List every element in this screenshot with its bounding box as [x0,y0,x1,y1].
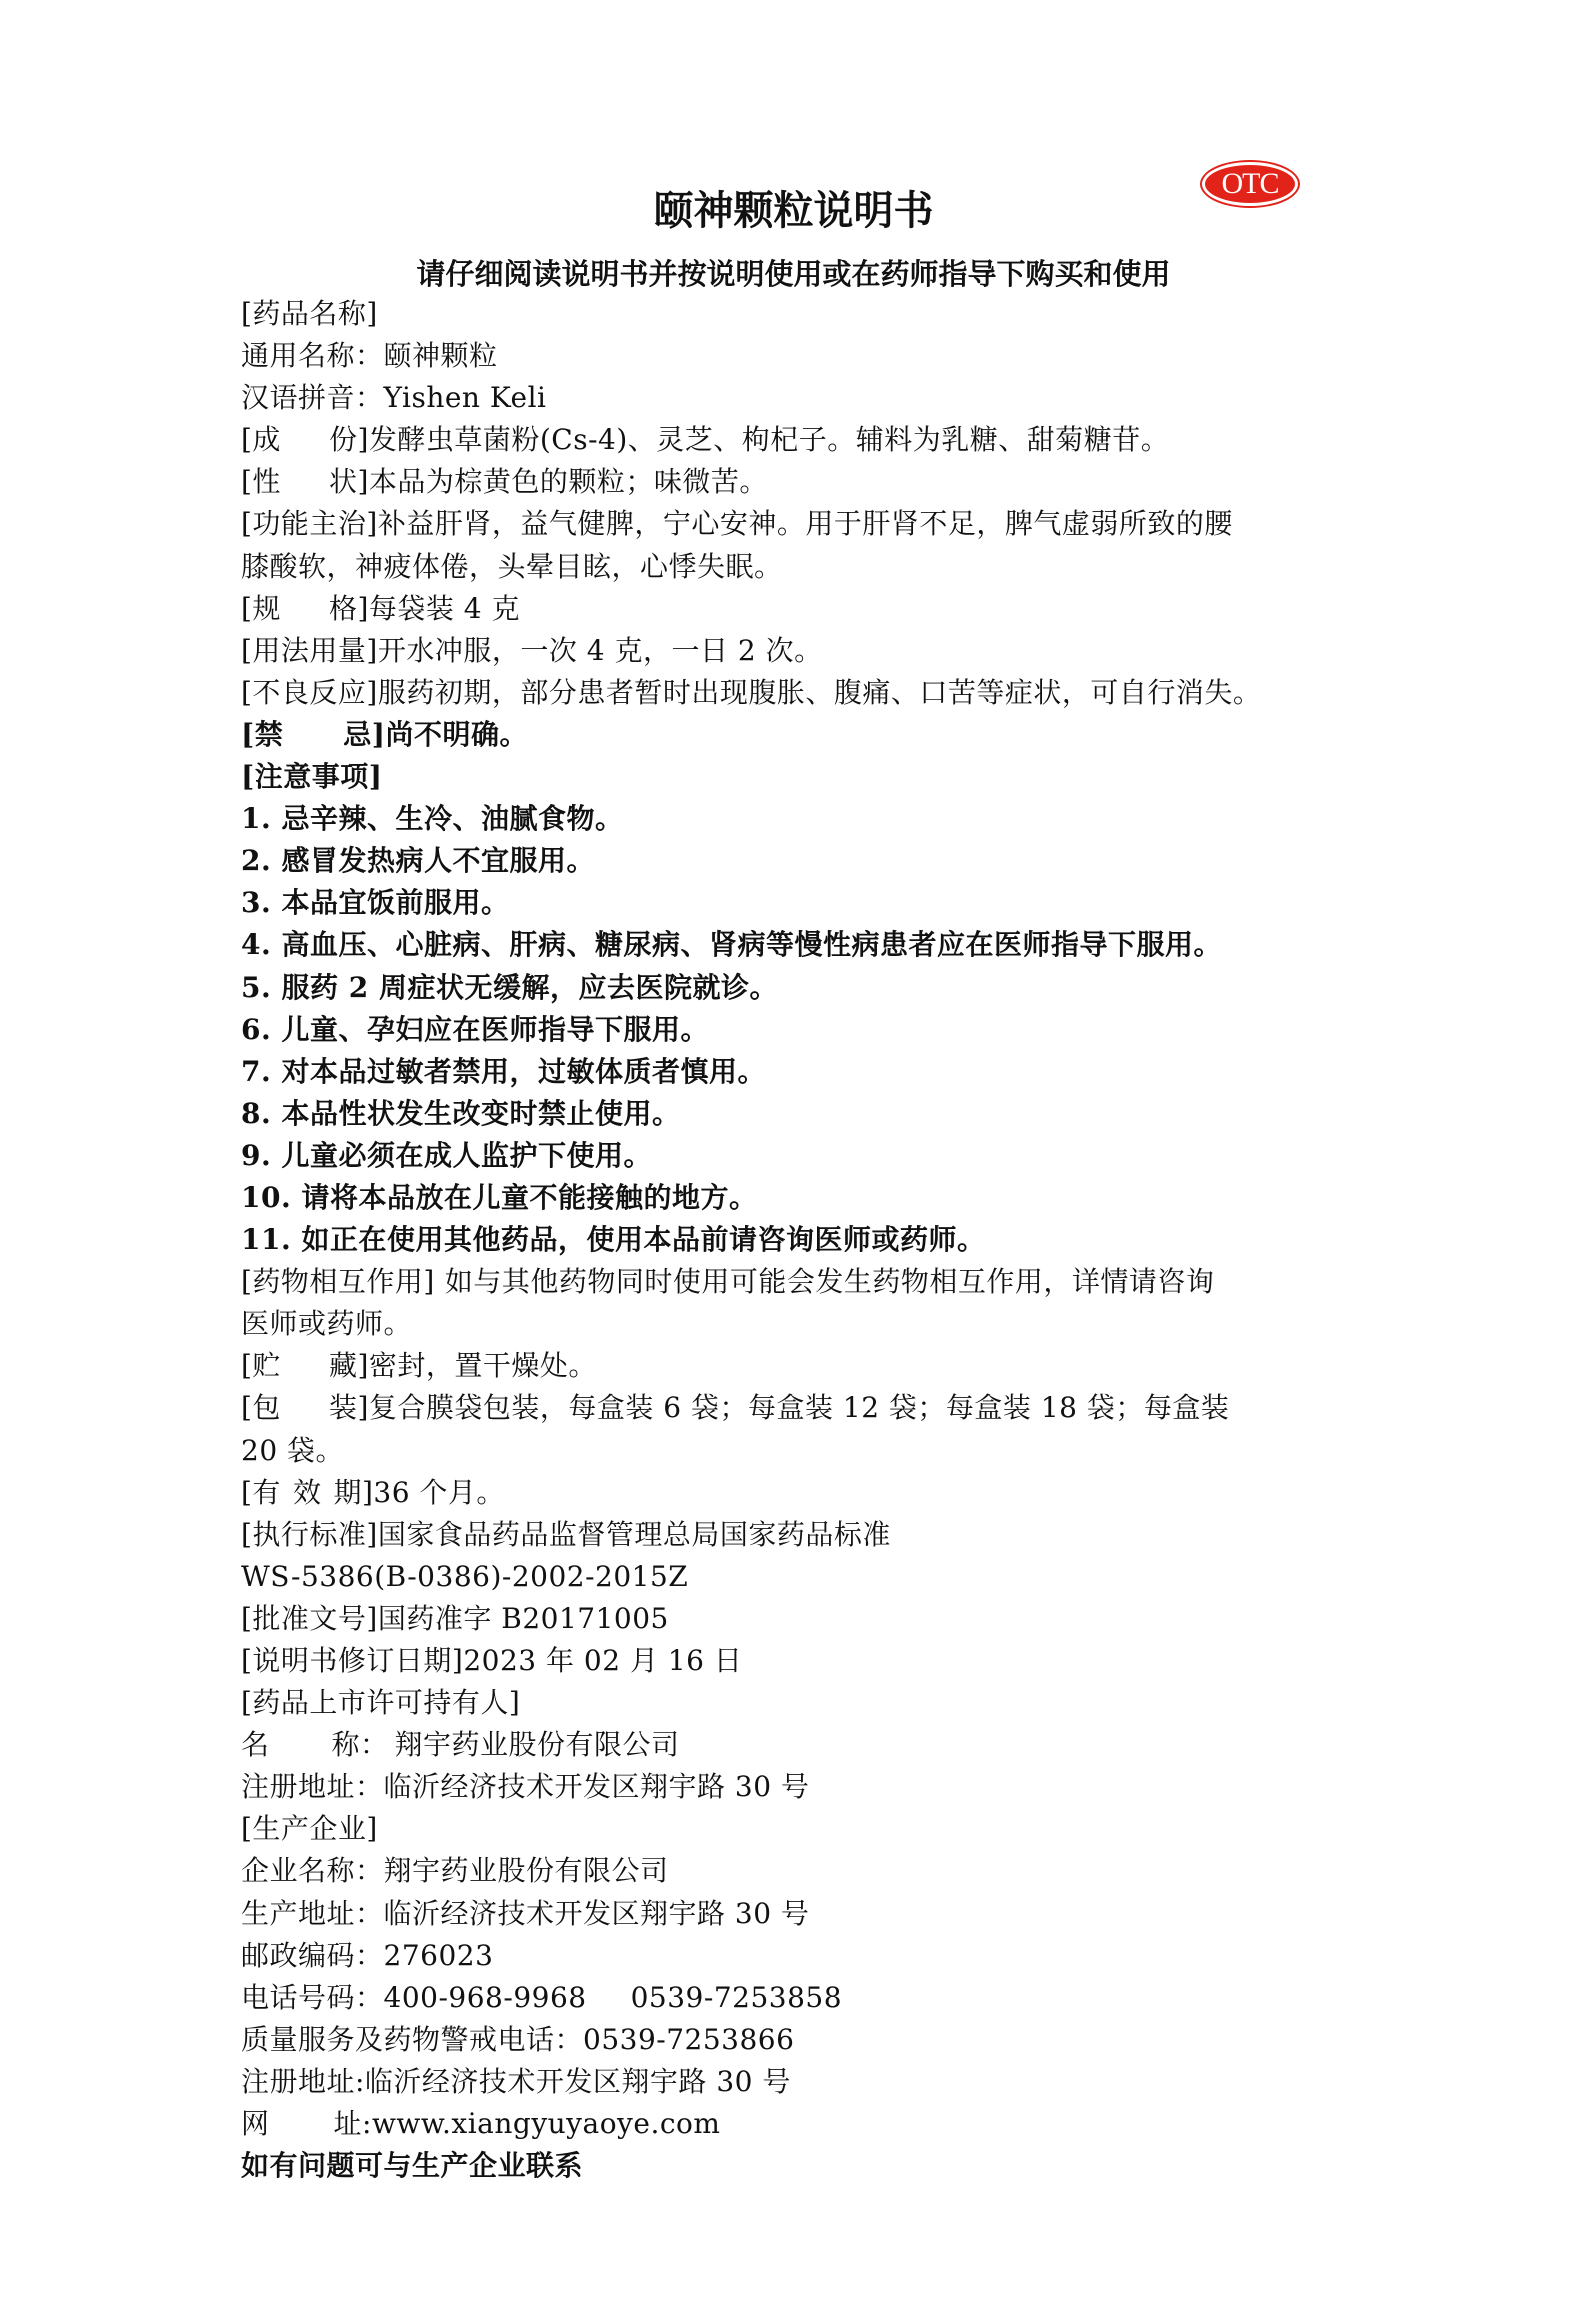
indications-label: [功能主治] [241,507,378,541]
contraindications-label-start: [禁 [241,717,284,751]
manufacturer-company: 企业名称：翔宇药业股份有限公司 [241,1854,669,1888]
footer-contact-note: 如有问题可与生产企业联系 [241,2149,584,2183]
validity-text: 36 个月。 [373,1475,505,1509]
character-label-start: [性 [241,465,281,499]
leaflet-body [241,293,1361,2187]
specification-text: 每袋装 4 克 [368,591,520,625]
revision-label: [说明书修订日期] [241,1644,464,1677]
standard-label: [执行标准] [241,1517,378,1551]
adverse-label: [不良反应] [241,675,378,709]
storage-text: 密封，置干燥处。 [368,1349,597,1383]
holder-name-label-end: 称： [331,1728,389,1762]
character-section [241,461,1361,503]
validity-label-mid: 效 [292,1475,322,1509]
precaution-item: 10. 请将本品放在儿童不能接触的地方。 [241,1180,758,1214]
quality-service-phone: 质量服务及药物警戒电话：0539-7253866 [241,2022,795,2056]
pinyin-name: 汉语拼音：Yishen Keli [241,381,547,415]
dosage-section [241,630,1361,672]
specification-section [241,588,1361,630]
precaution-item: 11. 如正在使用其他药品，使用本品前请咨询医师或药师。 [241,1223,986,1257]
dosage-label: [用法用量] [241,633,378,667]
page-title: 颐神颗粒说明书 [653,187,934,234]
package-text-line1: 复合膜袋包装，每盒装 6 袋；每盒装 12 袋；每盒装 18 袋；每盒装 [368,1391,1230,1425]
ingredients-label-start: [成 [241,423,281,457]
precaution-item: 3. 本品宜饭前服用。 [241,886,510,920]
website-row [241,2103,1361,2145]
storage-section [241,1345,1361,1387]
drug-name-header: [药品名称] [241,297,378,330]
website-url: www.xiangyuyaoye.com [371,2107,721,2141]
package-text-line2: 20 袋。 [241,1433,345,1467]
specification-label-end: 格] [328,591,369,625]
approval-label: [批准文号] [241,1601,378,1635]
precaution-item: 4. 高血压、心脏病、肝病、糖尿病、肾病等慢性病患者应在医师指导下服用。 [241,928,1222,962]
contraindications-text: 尚不明确。 [385,717,529,751]
website-label-start: 网 [241,2107,270,2141]
interactions-label: [药物相互作用] [241,1265,435,1299]
package-section [241,1387,1361,1429]
precaution-item: 6. 儿童、孕妇应在医师指导下服用。 [241,1012,709,1046]
holder-header: [药品上市许可持有人] [241,1686,521,1720]
subtitle: 请仔细阅读说明书并按说明使用或在药师指导下购买和使用 [416,257,1171,291]
indications-text-line2: 膝酸软，神疲体倦，头晕目眩，心悸失眠。 [241,549,783,583]
precaution-item: 9. 儿童必须在成人监护下使用。 [241,1138,652,1172]
validity-label-start: [有 [241,1475,281,1509]
contraindications-label-end: 忌] [343,717,386,751]
holder-name: 翔宇药业股份有限公司 [394,1728,680,1762]
ingredients-text: 发酵虫草菌粉(Cs-4)、灵芝、枸杞子。辅料为乳糖、甜菊糖苷。 [368,423,1170,457]
storage-label-start: [贮 [241,1349,281,1383]
approval-section [241,1598,1361,1640]
validity-section [241,1472,1361,1514]
manufacturer-header: [生产企业] [241,1812,378,1846]
revision-section [241,1640,1361,1682]
manufacturer-registered-address: 注册地址:临沂经济技术开发区翔宇路 30 号 [241,2064,791,2098]
dosage-text: 开水冲服，一次 4 克，一日 2 次。 [377,633,823,667]
generic-name: 通用名称：颐神颗粒 [241,339,498,373]
interactions-section [241,1261,1361,1303]
validity-label-end: 期] [333,1475,374,1509]
approval-number: 国药准字 B20171005 [377,1601,669,1635]
interactions-text-line2: 医师或药师。 [241,1307,413,1341]
adverse-reactions-section [241,672,1361,714]
standard-text-line1: 国家食品药品监督管理总局国家药品标准 [377,1517,891,1551]
ingredients-section [241,419,1361,461]
precaution-item: 7. 对本品过敏者禁用，过敏体质者慎用。 [241,1054,766,1088]
character-text: 本品为棕黄色的颗粒；味微苦。 [368,465,768,499]
phone-number-1: 400-968-9968 [383,1980,587,2014]
phone-number-2: 0539-7253858 [630,1980,843,2014]
indications-section [241,503,1361,545]
interactions-text-line1: 如与其他药物同时使用可能会发生药物相互作用，详情请咨询 [444,1265,1215,1299]
manufacturer-production-address: 生产地址：临沂经济技术开发区翔宇路 30 号 [241,1896,810,1930]
phone-label: 电话号码： [241,1980,384,2014]
precaution-item: 1. 忌辛辣、生冷、油腻食物。 [241,802,624,836]
precaution-item: 5. 服药 2 周症状无缓解，应去医院就诊。 [241,970,778,1004]
manufacturer-postal-code: 邮政编码：276023 [241,1938,494,1972]
character-label-end: 状] [328,465,369,499]
indications-text-line1: 补益肝肾，益气健脾，宁心安神。用于肝肾不足，脾气虚弱所致的腰 [377,507,1233,541]
standard-code: WS-5386(B-0386)-2002-2015Z [241,1559,689,1593]
package-label-end: 装] [328,1391,369,1425]
holder-address: 注册地址：临沂经济技术开发区翔宇路 30 号 [241,1770,810,1804]
otc-badge: OTC [1202,162,1298,206]
storage-label-end: 藏] [328,1349,369,1383]
contraindications-section [241,714,1361,756]
holder-name-label-start: 名 [241,1728,270,1762]
precautions-header: [注意事项] [241,760,383,794]
standard-section [241,1514,1361,1556]
website-label-end: 址: [333,2107,372,2141]
precaution-item: 2. 感冒发热病人不宜服用。 [241,844,595,878]
precaution-item: 8. 本品性状发生改变时禁止使用。 [241,1096,681,1130]
specification-label-start: [规 [241,591,281,625]
ingredients-label-end: 份] [328,423,369,457]
holder-name-row [241,1724,1361,1766]
package-label-start: [包 [241,1391,281,1425]
revision-date: 2023 年 02 月 16 日 [463,1644,743,1677]
adverse-text: 服药初期，部分患者暂时出现腹胀、腹痛、口苦等症状，可自行消失。 [377,675,1262,709]
manufacturer-phone-row [241,1977,1361,2019]
